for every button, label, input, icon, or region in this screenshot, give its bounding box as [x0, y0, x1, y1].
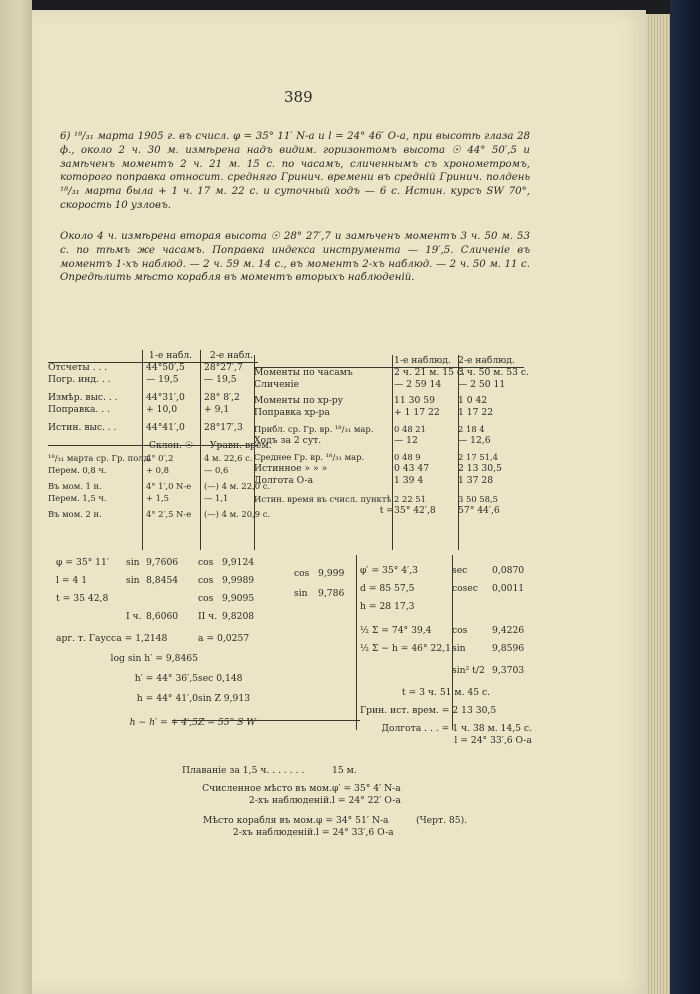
- cell-right_table-rows-2-2: 1 0 42: [458, 395, 488, 406]
- cell-calc_right-7-0: Грин. ист. врем. = 2 13 30,5: [360, 705, 497, 716]
- cell-left_table-rows-4-2: 28°17′,3: [204, 422, 243, 433]
- cell-left_table-sub_rows-3-2: — 1,1: [204, 493, 229, 503]
- cell-left_table-sub_rows-1-2: — 0,6: [204, 465, 229, 475]
- book-spine-left: [0, 0, 32, 994]
- cell-calc_right-2-0: h = 28 17,3: [360, 601, 415, 612]
- cell-calc_left-2-3: cos: [198, 593, 214, 604]
- cell-summary-0-1: 15 м.: [332, 765, 357, 776]
- cell-left_table-rows-4-1: 44°41′,0: [146, 422, 185, 433]
- cell-left_table-sub_rows-0-1: 4° 0′,2: [146, 453, 174, 463]
- cell-calc_left-0-2: 9,7606: [146, 557, 179, 568]
- cell-summary-1-1: φ′ = 35° 4′ N-а: [332, 783, 401, 794]
- cell-calc_right-3-2: 9,4226: [492, 625, 525, 636]
- cell-left_table-head-1: 2-е набл.: [209, 350, 254, 361]
- cell-left_table-head-0: 1-е набл.: [148, 350, 193, 361]
- cell-calc_left_extra-4-1: Z = 55° S W: [198, 717, 256, 728]
- cell-left_table-rows-3-2: + 9,1: [204, 404, 230, 415]
- cell-calc_left_extra-4-0: h − h′ = + 4′,5: [129, 717, 198, 728]
- cell-left_table-rows-3-1: + 10,0: [146, 404, 178, 415]
- page-edges: [646, 14, 670, 994]
- cell-calc_mid-1-0: sin: [294, 588, 308, 599]
- cell-calc_left_extra-1-0: log sin h′ = 9,8465: [110, 653, 198, 664]
- cell-left_table-rows-0-0: Отсчеты . . .: [48, 362, 108, 373]
- cell-calc_right-4-0: ½ Σ − h = 46° 22,1: [360, 643, 451, 654]
- cell-calc_left-3-4: 9,8208: [222, 611, 255, 622]
- cell-left_table-rows-3-0: Поправка. . .: [48, 404, 111, 415]
- cell-right_table-rows-5-1: — 12: [394, 435, 418, 446]
- cell-left_table-rows-2-2: 28° 8′,2: [204, 392, 240, 403]
- cell-right_table-rows-5-2: — 12,6: [458, 435, 491, 446]
- cell-right_table-rows-10-1: 35° 42′,8: [394, 505, 436, 516]
- cell-right_table-rows-9-2: 3 50 58,5: [458, 494, 498, 504]
- page-number: 389: [284, 88, 313, 106]
- cell-calc_left-1-1: sin: [126, 575, 140, 586]
- cell-left_table-rows-1-1: — 19,5: [146, 374, 179, 385]
- cell-left_table-sub_rows-2-1: 4° 1′,0 N-е: [146, 481, 192, 491]
- cell-calc_right-0-2: 0,0870: [492, 565, 525, 576]
- cell-calc_right-5-1: sin² t/2: [452, 665, 485, 676]
- cell-left_table-sub_rows-1-0: Перем. 0,8 ч.: [48, 465, 107, 475]
- cell-calc_right-3-1: cos: [452, 625, 468, 636]
- cell-right_table-rows-0-2: 3 ч. 50 м. 53 с.: [458, 367, 529, 378]
- cell-calc_left-1-4: 9,9989: [222, 575, 255, 586]
- cell-right_table-rows-2-0: Моменты по хр-ру: [254, 395, 343, 406]
- cell-calc_right-4-2: 9,8596: [492, 643, 525, 654]
- cell-right_table-rows-3-0: Поправка хр-ра: [254, 407, 330, 418]
- cell-right_table-rows-7-2: 2 13 30,5: [458, 463, 502, 474]
- cell-calc_right-1-0: d = 85 57,5: [360, 583, 415, 594]
- cell-left_table-rows-1-0: Погр. инд. . .: [48, 374, 111, 385]
- cell-calc_left_extra-3-0: h = 44° 41′,0: [136, 693, 198, 704]
- cell-left_table-sub_rows-0-0: ¹⁸/₃₁ марта ср. Гр. полд.: [48, 453, 152, 463]
- cell-right_table-rows-6-1: 0 48 9: [394, 452, 421, 462]
- cell-right_table-rows-4-2: 2 18 4: [458, 424, 485, 434]
- cell-right_table-rows-6-0: Среднее Гр. вр. ¹⁸/₃₁ мар.: [254, 452, 365, 462]
- cell-right_table-rows-7-0: Истинное » » »: [254, 463, 328, 474]
- cell-calc_left-2-0: t = 35 42,8: [56, 593, 109, 604]
- cell-left_table-rows-4-0: Истин. выс. . .: [48, 422, 117, 433]
- cell-calc_mid-0-1: 9,999: [318, 568, 345, 579]
- cell-calc_left-0-0: φ = 35° 11′: [56, 557, 109, 568]
- cell-right_table-rows-9-0: Истин. время въ счисл. пунктѣ: [254, 494, 392, 504]
- cell-right_table-rows-9-1: 2 22 51: [394, 494, 426, 504]
- cell-right_table-rows-7-1: 0 43 47: [394, 463, 430, 474]
- cell-left_table-rows-2-1: 44°31′,0: [146, 392, 185, 403]
- cell-left_table-sub_rows-4-2: (—) 4 м. 20,9 с.: [204, 509, 271, 519]
- cell-right_table-head-1: 2-е наблюд.: [458, 355, 515, 366]
- cell-right_table-rows-3-2: 1 17 22: [458, 407, 494, 418]
- cell-summary-1-0: Счисленное мѣсто въ мом.: [202, 783, 332, 794]
- cell-calc_left_extra-2-0: h′ = 44° 36′,5: [134, 673, 198, 684]
- cell-calc_left-1-2: 8,8454: [146, 575, 179, 586]
- cell-calc_right-0-0: φ′ = 35° 4′,3: [360, 565, 418, 576]
- cell-calc_right-3-0: ½ Σ = 74° 39,4: [360, 625, 432, 636]
- cell-right_table-rows-6-2: 2 17 51,4: [458, 452, 498, 462]
- cell-calc_left-1-0: l = 4 1: [56, 575, 88, 586]
- cell-calc_right-1-1: cosec: [452, 583, 478, 594]
- cell-left_table-sub_rows-3-1: + 1,5: [146, 493, 169, 503]
- cell-calc_left-3-2: 8,6060: [146, 611, 179, 622]
- cell-left_table-rows-0-2: 28°27′,7: [204, 362, 243, 373]
- cell-summary-4-1: l = 24° 33′,6 O-а: [316, 827, 394, 838]
- cell-calc_left_extra-0-1: a = 0,0257: [198, 633, 250, 644]
- cell-calc_right-4-1: sin: [452, 643, 466, 654]
- cell-calc_right-6-0: t = 3 ч. 51 м. 45 с.: [401, 687, 491, 698]
- cell-left_table-sub_rows-2-2: (—) 4 м. 22,0 с.: [204, 481, 271, 491]
- cell-calc_left-2-4: 9,9095: [222, 593, 255, 604]
- cell-right_table-rows-1-1: — 2 59 14: [394, 379, 442, 390]
- cell-left_table-rows-0-1: 44°50′,5: [146, 362, 185, 373]
- calc-mid: [294, 568, 358, 600]
- cell-calc_left-0-4: 9,9124: [222, 557, 255, 568]
- cell-calc_left_extra-2-1: sec 0,148: [198, 673, 243, 684]
- cell-left_table-sub_rows-4-1: 4° 2′,5 N-е: [146, 509, 192, 519]
- book-page: [32, 10, 646, 994]
- cell-summary-0-0: Плаваніе за 1,5 ч. . . . . . .: [182, 765, 305, 776]
- cell-calc_right-9-0: l = 24° 33′,6 O-а: [454, 735, 532, 746]
- cell-left_table-sub_head-0: Склон. ☉: [148, 440, 194, 451]
- cell-calc_right-8-0: Долгота . . . = 1 ч. 38 м. 14,5 с.: [381, 723, 532, 734]
- cell-right_table-rows-8-2: 1 37 28: [458, 475, 494, 486]
- cell-left_table-sub_rows-0-2: 4 м. 22,6 с.: [204, 453, 253, 463]
- cell-right_table-rows-2-1: 11 30 59: [394, 395, 435, 406]
- book-cover: [670, 0, 700, 994]
- cell-right_table-rows-0-1: 2 ч. 21 м. 15 с.: [394, 367, 465, 378]
- cell-left_table-sub_rows-3-0: Перем. 1,5 ч.: [48, 493, 107, 503]
- summary-block: [182, 765, 467, 839]
- cell-right_table-rows-8-1: 1 39 4: [394, 475, 424, 486]
- cell-calc_left_extra-0-0: арг. т. Гаусса = 1,2148: [56, 633, 168, 644]
- cell-right_table-rows-4-0: Прибл. ср. Гр. вр. ¹⁸/₃₁ мар.: [254, 424, 374, 434]
- cell-left_table-rows-1-2: — 19,5: [204, 374, 237, 385]
- cell-calc_left-0-3: cos: [198, 557, 214, 568]
- cell-calc_right-1-2: 0,0011: [492, 583, 525, 594]
- cell-right_table-rows-10-0: t =: [379, 505, 394, 516]
- problem-paragraph-2: Около 4 ч. измѣрена вторая высота ☉ 28° 27′,7 и замѣченъ моментъ 3 ч. 50 м. 53 с. по тѣмъ же часамъ. Поправка индекса инструмента — 19′,5. Сличеніе въ моментъ 1-хъ наблюд. — 2 ч. 59 м. 14 с., въ моментъ 2-хъ наблюд. — 2 ч. 50 м. 11 с. Опредѣлить мѣсто корабля въ моментъ вторыхъ наблюденій.: [60, 231, 530, 284]
- calc-right: [360, 565, 532, 747]
- cell-left_table-rows-2-0: Измѣр. выс. . .: [48, 392, 118, 403]
- cell-summary-2-0: 2-хъ наблюденій.: [248, 795, 332, 806]
- cell-right_table-rows-10-2: 57° 44′,6: [458, 505, 500, 516]
- cell-right_table-rows-0-0: Моменты по часамъ: [254, 367, 353, 378]
- cell-calc_left-0-1: sin: [126, 557, 140, 568]
- cell-calc_right-5-2: 9,3703: [492, 665, 525, 676]
- cell-right_table-head-0: 1-е наблюд.: [394, 355, 451, 366]
- cell-summary-4-0: 2-хъ наблюденій.: [232, 827, 316, 838]
- cell-right_table-rows-1-2: — 2 50 11: [458, 379, 506, 390]
- cell-right_table-rows-4-1: 0 48 21: [394, 424, 426, 434]
- right-table: [254, 355, 529, 517]
- cell-right_table-rows-5-0: Ходъ за 2 сут.: [254, 435, 322, 446]
- cell-right_table-rows-1-0: Сличеніе: [254, 379, 299, 390]
- problem-paragraph-1: 6) ¹⁸/₃₁ марта 1905 г. въ счисл. φ = 35° 11′ N-а и l = 24° 46′ O-а, при высотѣ глаза 28 ф., около 2 ч. 30 м. измѣрена надъ видим. горизонтомъ высота ☉ 44° 50′,5 и замѣченъ моментъ 2 ч. 21 м. 15 с. по часамъ, сличеннымъ съ хронометромъ, которого поправка относит. средняго Гринич. времени въ средній Гринич. полдень ¹⁸/₃₁ марта была + 1 ч. 17 м. 22 с. и суточный ходъ — 6 с. Истин. курсъ SW 70°, скорость 10 узловъ.: [60, 131, 530, 211]
- cell-calc_left_extra-3-1: sin Z 9,913: [198, 693, 251, 704]
- cell-summary-3-0: Мѣсто корабля въ мом.: [202, 815, 316, 826]
- cell-summary-2-1: l = 24° 22′ O-а: [332, 795, 401, 806]
- cell-left_table-sub_rows-4-0: Въ мом. 2 н.: [48, 509, 102, 519]
- calc-left: [56, 557, 278, 729]
- cell-left_table-sub_rows-2-0: Въ мом. 1 н.: [48, 481, 102, 491]
- cell-left_table-sub_rows-1-1: + 0,8: [146, 465, 169, 475]
- left-table: [48, 350, 276, 520]
- cell-calc_right-0-1: sec: [452, 565, 468, 576]
- cell-summary-3-1: φ = 34° 51′ N-а: [316, 815, 389, 826]
- cell-calc_left-3-1: I ч.: [126, 611, 142, 622]
- cell-calc_left-3-3: II ч.: [198, 611, 218, 622]
- cell-calc_mid-0-0: cos: [294, 568, 310, 579]
- cell-right_table-rows-3-1: + 1 17 22: [394, 407, 440, 418]
- cell-right_table-rows-8-0: Долгота O-а: [254, 475, 314, 486]
- cell-chert: (Черт. 85).: [416, 815, 468, 826]
- cell-calc_left-1-3: cos: [198, 575, 214, 586]
- cell-calc_mid-1-1: 9,786: [318, 588, 345, 599]
- cell-left_table-sub_head-1: Уравн. врем.: [209, 440, 272, 451]
